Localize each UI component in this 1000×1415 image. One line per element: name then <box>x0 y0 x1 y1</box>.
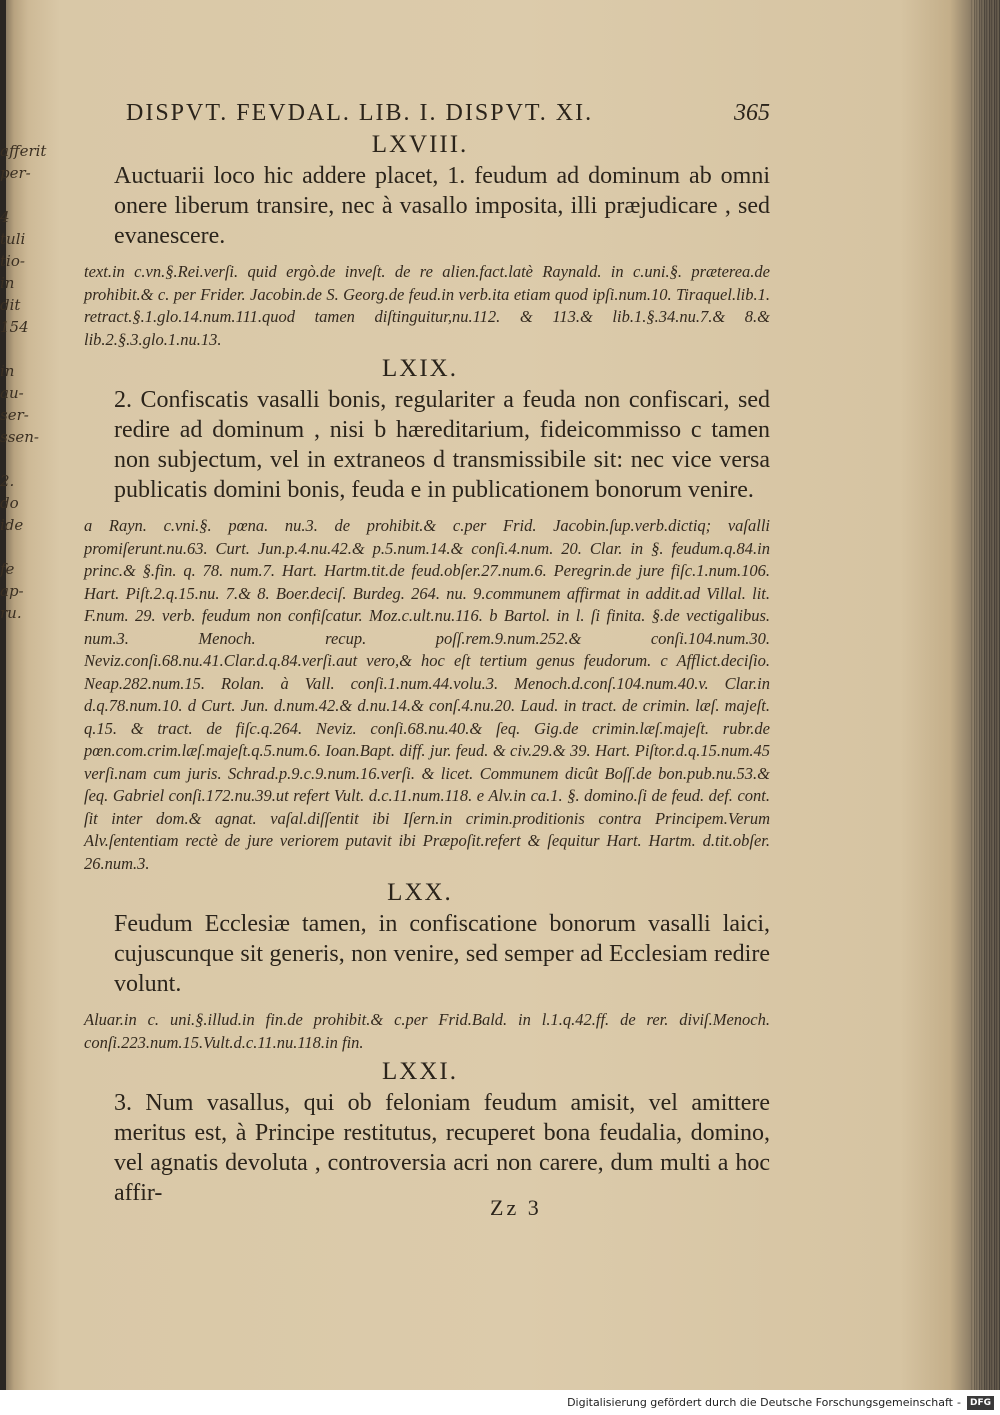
book-page <box>70 100 770 1208</box>
margin-fragment: 4 <box>0 208 10 226</box>
dfg-logo-icon[interactable]: DFG <box>967 1396 994 1410</box>
margin-fragment: ru. <box>0 604 22 622</box>
section-text: 3. Num vasallus, qui ob feloniam feudum amisit, vel amittere meritus est, à Principe restitutus, recuperet bona feudalia, domino, vel agnatis devoluta , controversia acri non carere, dum multi a hoc affir- <box>114 1090 770 1206</box>
margin-fragment <box>0 184 26 206</box>
section-lxix <box>70 355 770 875</box>
signature-mark: Zz 3 <box>490 1195 542 1220</box>
margin-fragment: dit <box>0 296 21 314</box>
margin-fragment <box>0 448 26 470</box>
section-text: 2. Confiscatis vasalli bonis, regulariter a feuda non confiscari, sed redire ad dominum , nisi b hæreditarium, fideicommisso c tamen non subjectum, vel in extraneos d transmissibile sit: nec vice versa publicatis domini bonis, feuda e in publicationem bonorum venire. <box>114 387 770 503</box>
section-number: LXIX. <box>382 355 458 382</box>
dfg-footer-separator: - <box>957 1396 961 1409</box>
margin-fragment: in <box>0 274 15 292</box>
section-notes: text.in c.vn.§.Rei.verſi. quid ergò.de inveſt. de re alien.fact.latè Raynald. in c.uni.§. præterea.de prohibit.& c. per Frider. Jacobin.de S. Georg.de feud.in verb.ita etiam quod ipſi.num.10. Tiraquel.lib.1. retract.§.1.glo.14.num.111.quod tamen diſtinguitur,nu.112. & 113.& lib.1.§.34.nu.7.& 8.& lib.2.§.3.glo.1.nu.13. <box>84 262 770 349</box>
margin-fragment: in <box>0 362 15 380</box>
margin-fragment: ide <box>0 516 24 534</box>
margin-fragment: afferit <box>0 142 47 160</box>
section-lxxi <box>70 1058 770 1208</box>
margin-fragment <box>0 536 26 558</box>
margin-fragment: fe <box>0 560 15 578</box>
section-text: Feudum Ecclesiæ tamen, in confiscatione bonorum vasalli laici, cujuscunque sit generis, non venire, sed semper ad Ecclesiam redire volunt. <box>114 911 770 997</box>
margin-fragment: ssen- <box>0 428 40 446</box>
book-page-edges <box>970 0 1000 1390</box>
margin-fragment: ser- <box>0 406 29 424</box>
section-number: LXVIII. <box>371 131 469 158</box>
margin-fragment: 2. <box>0 472 15 490</box>
running-head <box>126 100 770 127</box>
margin-fragment: do <box>0 494 19 512</box>
section-notes: a Rayn. c.vni.§. pœna. nu.3. de prohibit.& c.per Frid. Jacobin.ſup.verb.dictiq; vaſalli promiſerunt.nu.63. Curt. Jun.p.4.nu.42.& p.5.num.14.& conſi.4.num. 20. Clar. in §. feudum.q.84.in princ.& §.fin. q. 78. num.7. Hart. Hartm.tit.de feud.obſer.27.num.6. Peregrin.de jure fiſc.1.num.106. Hart. Piſt.2.q.15.nu. 7.& 8. Boer.deciſ. Burdeg. 264. nu. 9.communem affirmat in addit.ad Villal. lit. F.num. 29. verb. feudum non confiſcatur. Moz.c.ult.nu.116. b Bartol. in l. ſi finita. §.de vectigalibus. num.3. Menoch. recup. poſſ.rem.9.num.252.& conſi.104.num.30. Neviz.conſi.68.nu.41.Clar.d.q.84.verſi.aut vero,& hoc eſt tertium genus feudorum. c Afflict.deciſio. Neap.282.num.15. Rolan. à Vall. conſi.1.num.44.volu.3. Menoch.d.conſ.104.num.40.v. Clar.in d.q.78.num.10. d Curt. Jun. d.num.42.& d.nu.14.& conſ.4.nu.20. Laud. in tract. de crimin. læſ. majeſt. q.15. & tract. de fiſc.q.264. Neviz. conſi.68.nu.40.& ſeq. Gig.de crimin.læſ.majeſt. rubr.de pœn.com.crim.læſ.majeſt.q.5.num.6. Ioan.Bapt. diff. jur. feud. & civ.29.& 39. Hart. Piſtor.d.q.15.num.45 verſi.nam cum juris. Schrad.p.9.c.9.num.16.verſi. & licet. Communem dicût Boſſ.de bon.pub.nu.53.& ſeq. Gabriel conſi.172.nu.39.ut refert Vult. d.c.11.num.118. e Alv.in ca.1. §. domino.ſi de feud. def. cont. ſit inter dom.& agnat. vaſal.diſſentit ibi Iſern.in crimin.proditionis contra Principem.Verum Alv.ſententiam rectè de jure veriorem putavit ibi Præpoſit.refert & ſequitur Hart. Hartm. d.tit.obſer. 26.num.3. <box>84 516 770 873</box>
margin-fragment: ap- <box>0 582 24 600</box>
page-number: 365 <box>734 100 770 126</box>
margin-fragment <box>0 338 26 360</box>
margin-fragment: 154 <box>0 318 29 336</box>
section-number: LXX. <box>387 879 453 906</box>
section-number: LXXI. <box>382 1058 458 1085</box>
section-lxx <box>70 879 770 1054</box>
dfg-footer-bar <box>0 1390 1000 1415</box>
margin-fragment: tuli <box>0 230 26 248</box>
margin-fragment: tio- <box>0 252 25 270</box>
section-text: Auctuarii loco hic addere placet, 1. feudum ad dominum ab omni onere liberum transire, nec à vasallo imposita, illi præjudicare , sed evanescere. <box>114 163 770 249</box>
margin-fragment: au- <box>0 384 24 402</box>
section-notes: Aluar.in c. uni.§.illud.in fin.de prohibit.& c.per Frid.Bald. in l.1.q.42.ff. de rer. diviſ.Menoch. conſi.223.num.15.Vult.d.c.11.nu.118.in fin. <box>84 1010 770 1052</box>
dfg-footer-text: Digitalisierung gefördert durch die Deutsche Forschungsgemeinschaft <box>567 1396 953 1409</box>
margin-fragment: per- <box>0 164 31 182</box>
left-margin-fragments <box>0 140 47 760</box>
section-lxviii <box>70 131 770 351</box>
running-head-title: DISPVT. FEVDAL. LIB. I. DISPVT. XI. <box>126 100 594 126</box>
